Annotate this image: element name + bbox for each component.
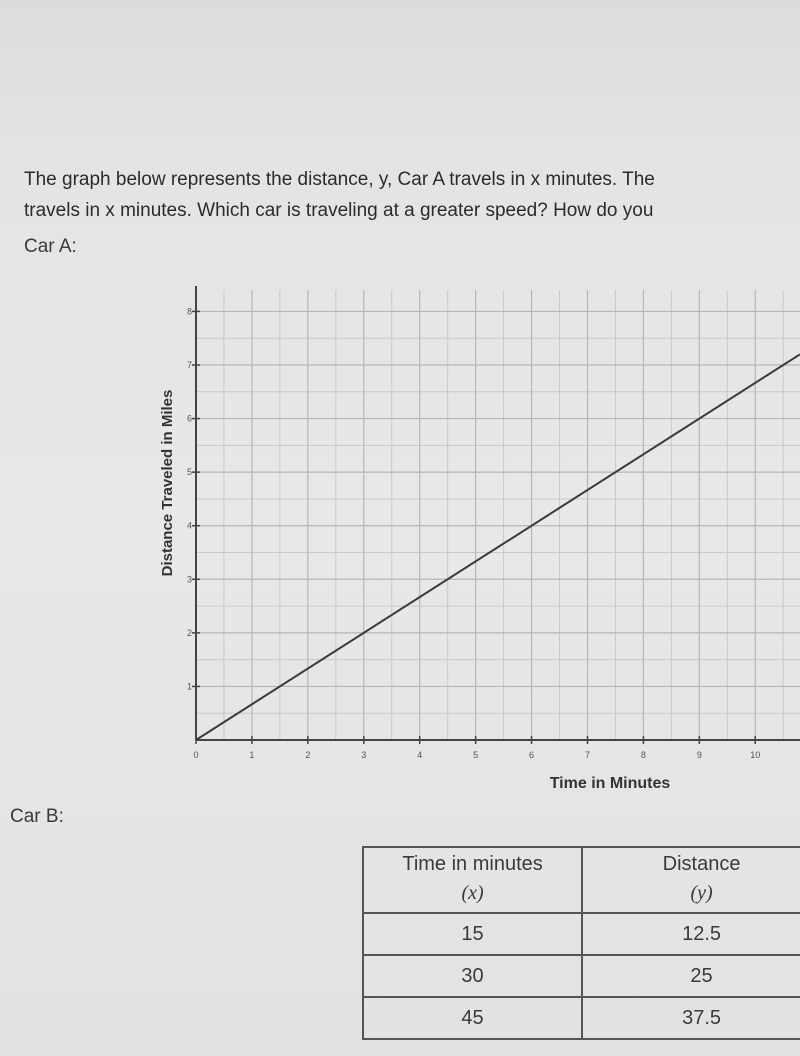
question-text	[24, 164, 800, 226]
y-tick-label: 8	[186, 306, 192, 317]
table-row	[363, 955, 800, 997]
car-a-graph	[0, 270, 800, 810]
header-distance-label: Distance	[662, 853, 741, 875]
car-b-table-container	[362, 846, 800, 1040]
car-b-table	[362, 846, 800, 1040]
car-b-label: Car B:	[10, 806, 64, 827]
chart-series	[196, 354, 800, 740]
x-tick-label: 9	[696, 750, 702, 760]
question-line-2: travels in x minutes. Which car is traveling at a greater speed? How do you	[24, 200, 654, 221]
table-cell-distance: 25	[582, 955, 800, 997]
y-tick-label: 4	[186, 520, 192, 531]
table-cell-distance: 37.5	[582, 997, 800, 1039]
question-line-1: The graph below represents the distance, y, Car A travels in x minutes. The	[24, 169, 655, 190]
chart-grid	[196, 290, 800, 740]
x-tick-label: 4	[417, 750, 423, 760]
table-cell-time: 15	[363, 913, 582, 955]
y-tick-label: 2	[186, 627, 192, 638]
table-row	[363, 913, 800, 955]
table-cell-distance: 12.5	[582, 913, 800, 955]
table-row	[363, 997, 800, 1039]
y-tick-label: 3	[186, 574, 192, 585]
y-tick-label: 1	[186, 681, 192, 692]
y-tick-label: 6	[186, 413, 192, 424]
x-tick-label: 8	[640, 750, 646, 760]
table-cell-time: 30	[363, 955, 582, 997]
x-tick-label: 10	[750, 750, 761, 760]
x-tick-label: 5	[473, 750, 479, 760]
y-tick-labels	[187, 306, 192, 691]
y-tick-label: 7	[186, 360, 192, 370]
car-a-distance-line	[196, 354, 800, 740]
header-time-label: Time in minutes	[402, 853, 543, 875]
car-a-label: Car A:	[24, 236, 77, 257]
header-time-var: (x)	[461, 882, 484, 904]
x-tick-label: 2	[305, 750, 311, 760]
x-tick-label: 0	[193, 750, 199, 760]
header-time	[363, 847, 582, 913]
x-tick-label: 7	[584, 750, 590, 760]
header-distance-var: (y)	[690, 882, 713, 904]
x-tick-labels	[193, 750, 760, 760]
x-tick-label: 6	[529, 750, 535, 760]
y-axis-label: Distance Traveled in Miles	[159, 389, 176, 577]
y-tick-label: 5	[186, 467, 192, 478]
x-axis-label: Time in Minutes	[549, 775, 671, 792]
table-header-row	[363, 847, 800, 913]
header-distance	[582, 847, 800, 913]
table-cell-time: 45	[363, 997, 582, 1039]
x-tick-label: 1	[249, 750, 255, 760]
x-tick-label: 3	[361, 750, 367, 760]
chart-axes	[192, 286, 800, 744]
